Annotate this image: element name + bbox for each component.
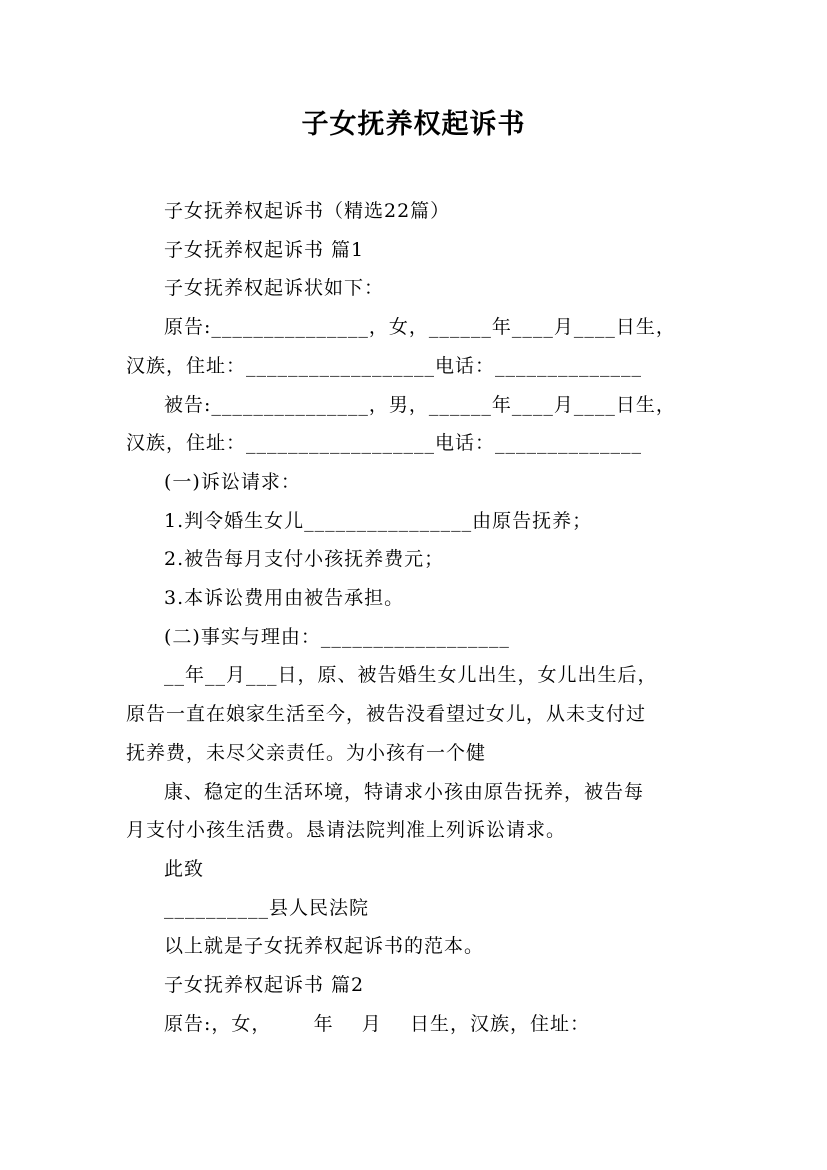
document-line: 此致 [164, 857, 205, 880]
document-line: (一)诉讼请求： [164, 470, 301, 493]
document-line: 子女抚养权起诉书 篇2 [164, 974, 365, 997]
document-line: 子女抚养权起诉状如下： [164, 277, 385, 300]
document-line: 以上就是子女抚养权起诉书的范本。 [164, 935, 485, 958]
document-line: __________县人民法院 [164, 896, 370, 919]
document-line: 子女抚养权起诉书 篇1 [164, 238, 365, 261]
document-line: 原告一直在娘家生活至今，被告没看望过女儿，从未支付过 [126, 703, 647, 726]
document-line: 月支付小孩生活费。恳请法院判准上列诉讼请求。 [126, 819, 567, 842]
document-title: 子女抚养权起诉书 [301, 109, 526, 140]
document-line: 2.被告每月支付小孩抚养费元； [164, 548, 445, 571]
document-body [126, 192, 716, 1043]
document-line: 3.本诉讼费用由被告承担。 [164, 587, 405, 610]
document-line: 1.判令婚生女儿________________由原告抚养； [164, 509, 593, 532]
document-line: (二)事实与理由：__________________ [164, 625, 510, 648]
document-line: 抚养费，未尽父亲责任。为小孩有一个健 [126, 741, 487, 764]
document-line: 汉族，住址：__________________电话：______________ [126, 432, 643, 455]
document-line: 康、稳定的生活环境，特请求小孩由原告抚养，被告每 [164, 780, 645, 803]
document-line: 子女抚养权起诉书（精选22篇） [164, 200, 451, 222]
document-line: __年__月___日，原、被告婚生女儿出生，女儿出生后， [164, 664, 658, 687]
document-line: 原告:，女， 年 月 日生，汉族，住址： [164, 1012, 590, 1035]
document-line: 汉族，住址：__________________电话：______________ [126, 354, 643, 377]
document-line: 被告:_______________，男，______年____月____日生， [164, 393, 676, 416]
document-line: 原告:_______________，女，______年____月____日生， [164, 316, 676, 339]
